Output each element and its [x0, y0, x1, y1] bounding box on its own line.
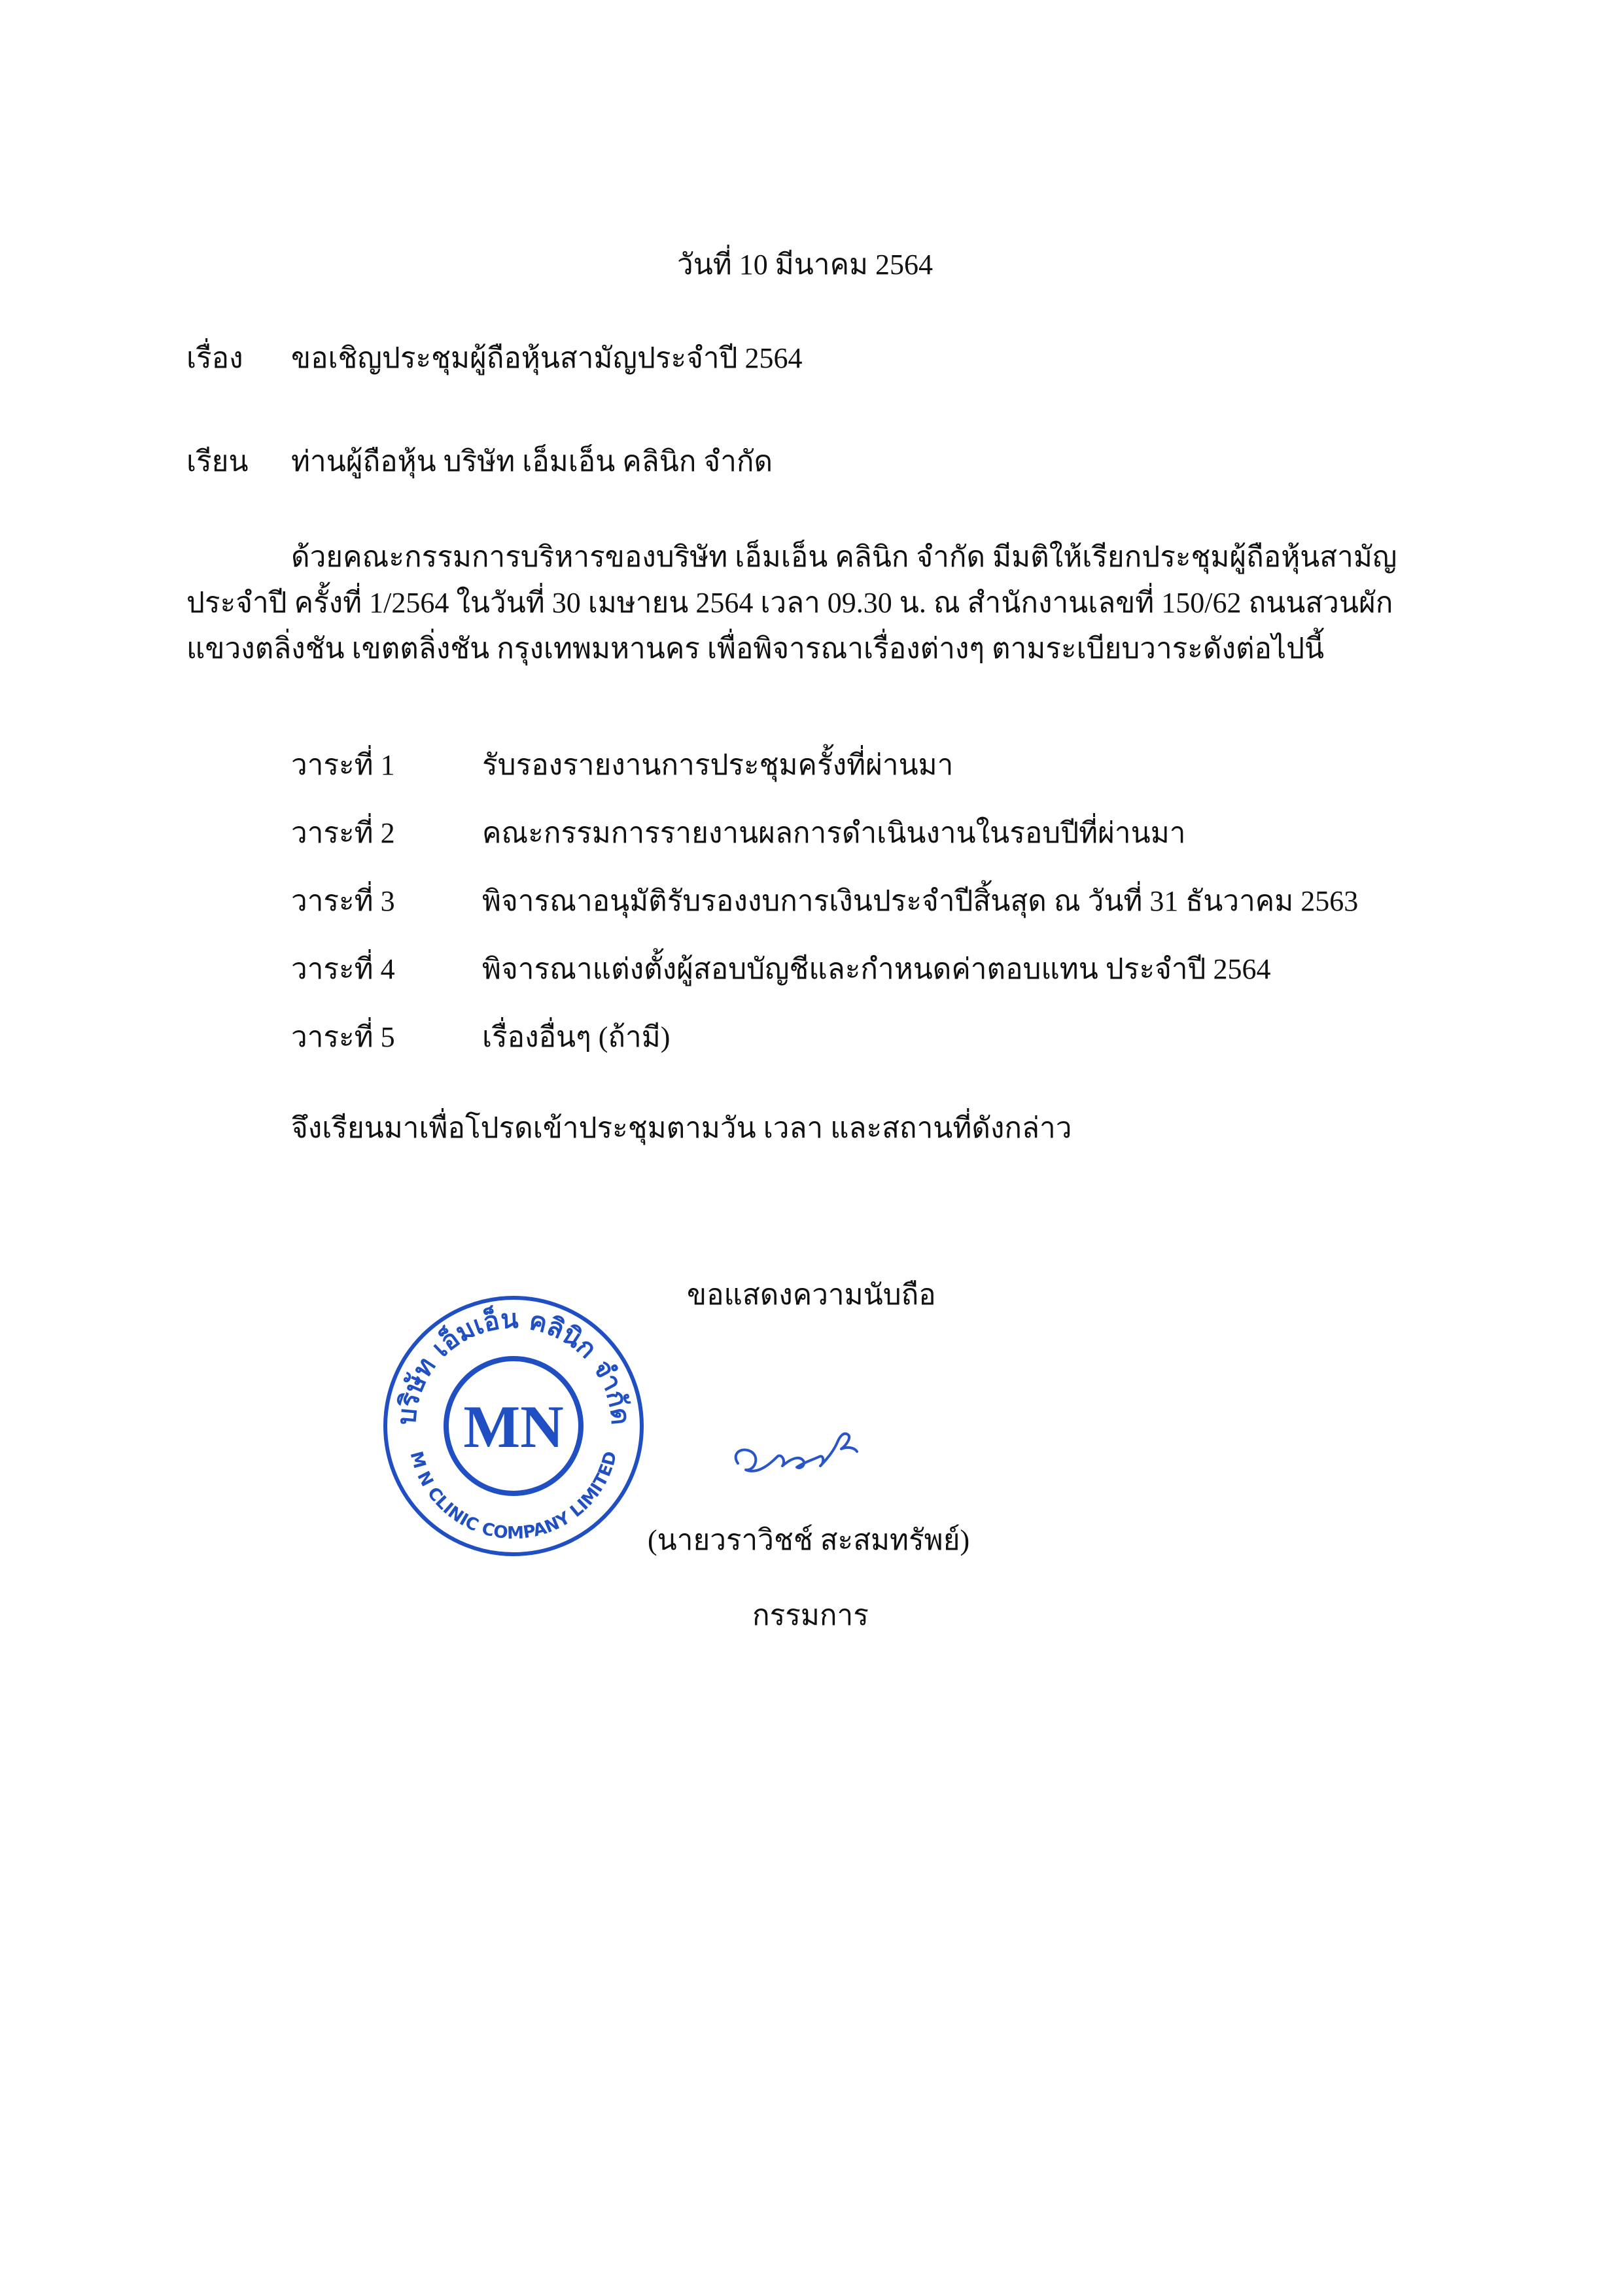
regards-text: ขอแสดงความนับถือ [687, 1279, 936, 1311]
agenda-text: รับรองรายงานการประชุมครั้งที่ผ่านมา [482, 749, 954, 781]
signer-title: กรรมการ [752, 1599, 869, 1631]
subject-label: เรื่อง [186, 342, 243, 374]
closing-sentence: จึงเรียนมาเพื่อโปรดเข้าประชุมตามวัน เวลา และสถานที่ดังกล่าว [291, 1112, 1072, 1144]
seal-thai-text: บริษัท เอ็มเอ็น คลินิก จำกัด [391, 1304, 636, 1427]
agenda-label: วาระที่ 5 [291, 1021, 395, 1053]
seal-initials-text: MN [463, 1393, 564, 1460]
recipient-text: ท่านผู้ถือหุ้น บริษัท เอ็มเอ็น คลินิก จำกัด [291, 445, 773, 478]
signer-name: (นายวราวิชช์ สะสมทรัพย์) [648, 1524, 970, 1556]
body-line: ด้วยคณะกรรมการบริหารของบริษัท เอ็มเอ็น คลินิก จำกัด มีมติให้เรียกประชุมผู้ถือหุ้นสามัญ [291, 541, 1397, 573]
company-seal-stamp [376, 1289, 651, 1563]
signature-stroke [736, 1434, 857, 1471]
body-line: แขวงตลิ่งชัน เขตตลิ่งชัน กรุงเทพมหานคร เพื่อพิจารณาเรื่องต่างๆ ตามระเบียบวาระดังต่อไปนี้ [186, 633, 1325, 665]
agenda-label: วาระที่ 1 [291, 749, 395, 781]
agenda-text: พิจารณาอนุมัติรับรองงบการเงินประจำปีสิ้นสุด ณ วันที่ 31 ธันวาคม 2563 [482, 885, 1359, 917]
agenda-text: คณะกรรมการรายงานผลการดำเนินงานในรอบปีที่ผ่านมา [482, 817, 1186, 849]
handwritten-signature [726, 1423, 877, 1495]
subject-text: ขอเชิญประชุมผู้ถือหุ้นสามัญประจำปี 2564 [291, 342, 803, 374]
letter-date: วันที่ 10 มีนาคม 2564 [677, 249, 934, 281]
agenda-label: วาระที่ 4 [291, 953, 395, 985]
agenda-text: เรื่องอื่นๆ (ถ้ามี) [482, 1021, 671, 1053]
agenda-label: วาระที่ 2 [291, 817, 395, 849]
body-line: ประจำปี ครั้งที่ 1/2564 ในวันที่ 30 เมษายน 2564 เวลา 09.30 น. ณ สำนักงานเลขที่ 150/62 ถนนสวนผัก [186, 587, 1393, 619]
body-paragraph [186, 534, 1442, 672]
agenda-text: พิจารณาแต่งตั้งผู้สอบบัญชีและกำหนดค่าตอบแทน ประจำปี 2564 [482, 953, 1271, 985]
agenda-label: วาระที่ 3 [291, 885, 395, 917]
seal-english-text: M N CLINIC COMPANY LIMITED [406, 1449, 621, 1544]
recipient-label: เรียน [186, 445, 249, 478]
